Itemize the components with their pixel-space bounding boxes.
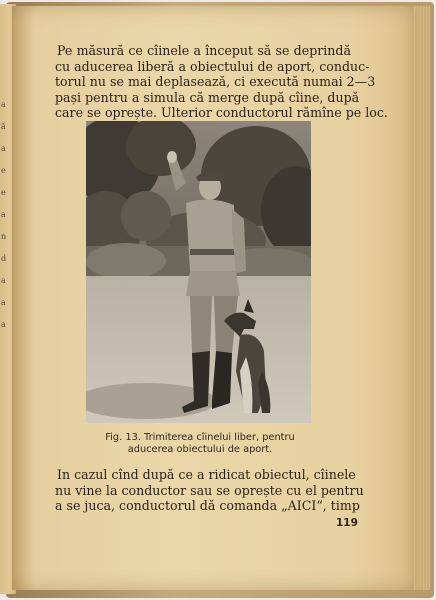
text-line: In cazul cînd după ce a ridicat obiectul, cîinele (57, 467, 356, 482)
page-number: 119 (336, 517, 358, 529)
text-line: nu vine la conductor sau se oprește cu el pentru (55, 482, 364, 498)
margin-letter: e (1, 166, 6, 175)
text-line: cu aducerea liberă a obiectului de aport, conduc- (55, 58, 370, 74)
margin-letter: a (1, 144, 6, 153)
photo-illustration (86, 121, 311, 423)
text-line: a se juca, conductorul dă comanda „AICI“, timp (55, 498, 360, 513)
margin-letter: a (1, 210, 6, 219)
paragraph-top (55, 43, 388, 121)
caption-line: aducerea obiectului de aport. (127, 444, 273, 455)
margin-letter: a (1, 100, 6, 109)
text-line: torul nu se mai deplasează, ci execută numai 2—3 (55, 74, 376, 89)
paragraph-bottom (55, 467, 364, 514)
margin-letter: n (1, 232, 7, 241)
figure-caption (86, 432, 314, 456)
text-line: care se oprește. Ulterior conductorul rămîne pe loc. (55, 105, 388, 120)
text-line: Pe măsură ce cîinele a început să se deprindă (57, 43, 351, 58)
margin-letter: ă (1, 122, 6, 131)
text-line: pași pentru a simula că merge după cîine, după (55, 89, 360, 105)
margin-letter: e (1, 188, 6, 197)
margin-letter: d (1, 254, 7, 263)
margin-letter: a (1, 320, 6, 329)
figure-photo-soldier-with-dog (86, 121, 311, 423)
margin-letter: a (1, 276, 6, 285)
caption-line: Fig. 13. Trimiterea cîinelui liber, pentru (105, 432, 295, 443)
margin-letter: a (1, 298, 6, 307)
